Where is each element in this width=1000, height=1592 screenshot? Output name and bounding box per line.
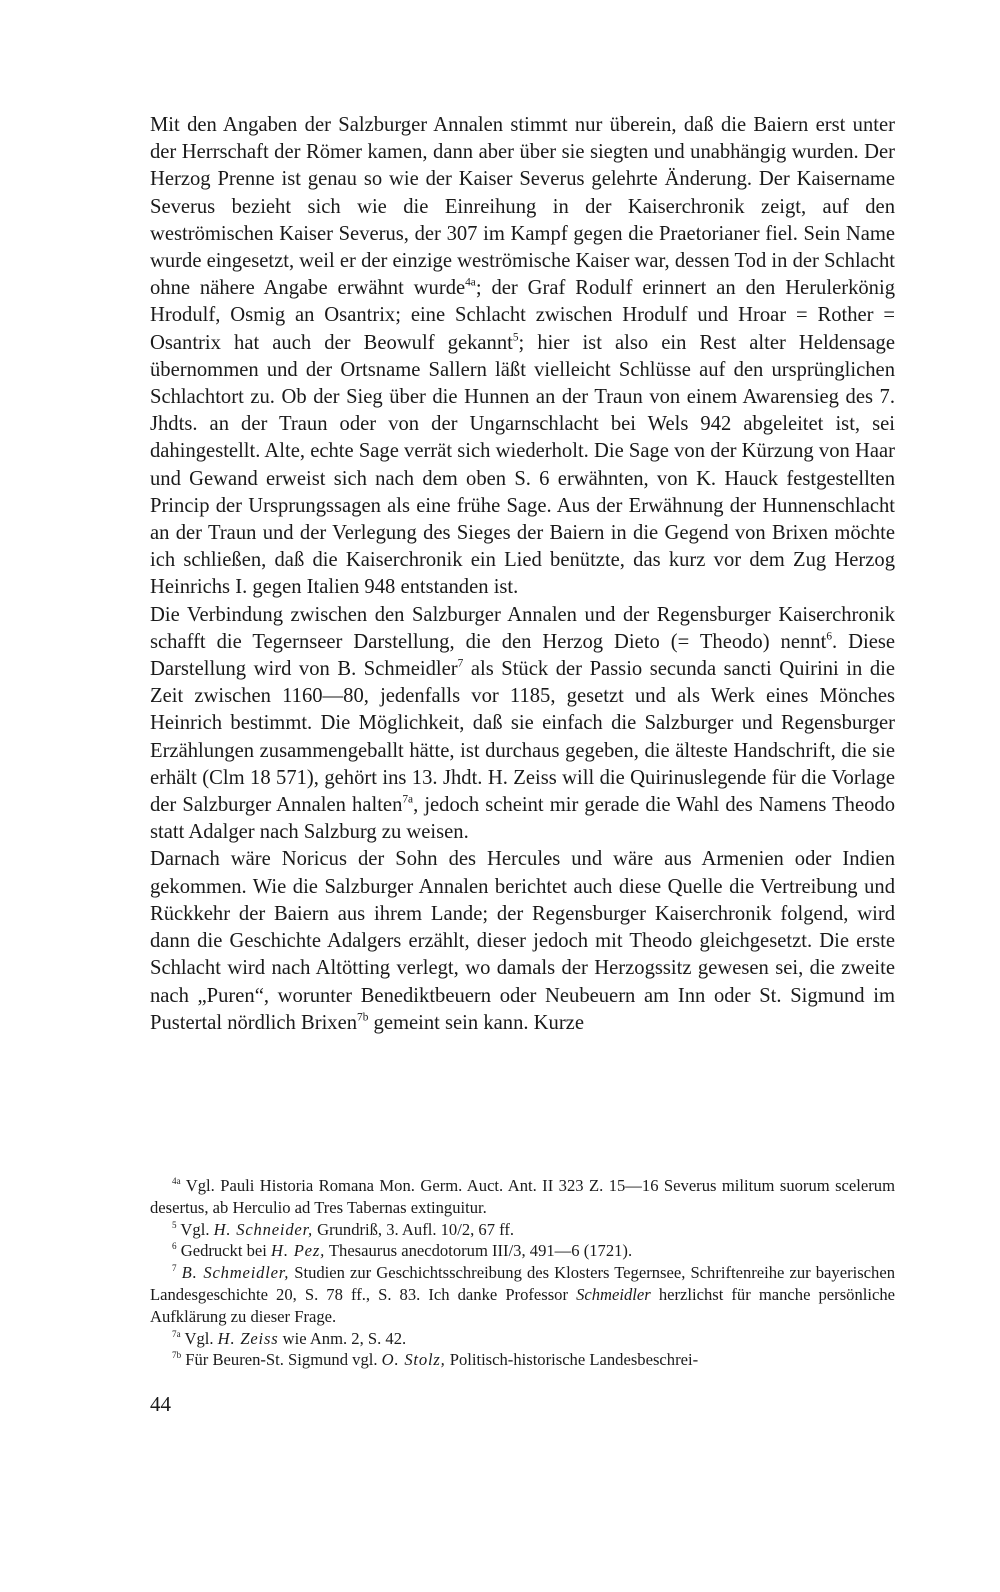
text-run: Darnach wäre Noricus der Sohn des Hercules und wäre aus Armenien oder Indien gekommen. Wie die Salzburger Annalen berichtet auch diese Quelle die Vertreibung und Rückkehr der Baiern aus ihrem Lande; der Regensburger Kaiserchronik folgend, wird dann die Geschichte Adalgers erzählt, dieser jedoch mit Theodo gleichgesetzt. Die erste Schlacht wird nach Altötting verlegt, wo damals der Herzogssitz gewesen sei, die zweite nach „Puren“, worunter Benediktbeuern oder Neubeuern am Inn oder St. Sigmund im Pustertal nördlich Brixen bbox=[150, 848, 895, 1034]
text-run: gemeint sein kann. Kurze bbox=[368, 1011, 584, 1034]
footnote-text: wie Anm. 2, S. 42. bbox=[278, 1328, 407, 1348]
paragraph-2 bbox=[150, 602, 895, 847]
footnote-mark: 7b bbox=[172, 1350, 182, 1361]
footnote-ref-7b[interactable]: 7b bbox=[357, 1011, 369, 1024]
footnote-ref-6[interactable]: 6 bbox=[826, 630, 832, 643]
footnote-author: H. Zeiss bbox=[217, 1328, 279, 1348]
footnote-4a bbox=[150, 1175, 895, 1219]
footnote-text: Vgl. bbox=[184, 1328, 218, 1348]
footnote-mark: 4a bbox=[172, 1176, 181, 1187]
main-text bbox=[150, 112, 895, 1037]
footnote-text: Thesaurus anecdotorum III/3, 491—6 (1721). bbox=[325, 1241, 633, 1261]
footnote-7a bbox=[150, 1328, 895, 1350]
footnote-author: B. Schmeidler, bbox=[181, 1263, 290, 1283]
footnote-7 bbox=[150, 1262, 895, 1327]
paragraph-1 bbox=[150, 112, 895, 602]
footnote-text: Vgl. Pauli Historia Romana Mon. Germ. Auct. Ant. II 323 Z. 15—16 Severus militum suorum scelerum desertus, ab Herculio ad Tres Tabernas extinguitur. bbox=[150, 1176, 895, 1217]
footnote-text: Für Beuren-St. Sigmund vgl. bbox=[185, 1350, 382, 1370]
footnote-mark: 5 bbox=[172, 1219, 177, 1230]
footnote-5 bbox=[150, 1219, 895, 1241]
text-run: als Stück der Passio secunda sancti Quirini in die Zeit zwischen 1160—80, jedenfalls vor 1185, gesetzt und als Werk eines Mönches Heinrich bestimmt. Die Möglichkeit, daß sie einfach die Salzburger und Regensburger Erzählungen zusammengeballt hätte, ist durchaus gegeben, die älteste Handschrift, die sie erhält (Clm 18 571), gehört ins 13. Jhdt. H. Zeiss will die Quirinuslegende für die Vorlage der Salzburger Annalen halten bbox=[150, 658, 895, 817]
footnote-text: herzlichst für manche persönliche Aufklärung zu dieser Frage. bbox=[150, 1284, 895, 1326]
footnote-ref-7[interactable]: 7 bbox=[457, 657, 464, 670]
footnote-text: Gedruckt bei bbox=[180, 1241, 272, 1261]
footnote-mark: 7 bbox=[172, 1263, 177, 1274]
footnote-text: Grundriß, 3. Aufl. 10/2, 67 ff. bbox=[312, 1219, 515, 1239]
text-run: Mit den Angaben der Salzburger Annalen stimmt nur überein, daß die Baiern erst unter der Herrschaft der Römer kamen, dann aber über sie siegten und unabhängig wurden. Der Herzog Prenne ist genau so wie der Kaiser Severus gelehrte Änderung. Der Kaisername Severus bezieht sich wie die Einreihung in der Kaiserchronik zeigt, auf den weströmischen Kaiser Severus, der 307 im Kampf gegen die Praetorianer fiel. Sein Name wurde eingesetzt, weil er der einzige weströmische Kaiser war, dessen Tod in der Schlacht ohne nähere Angabe erwähnt wurde bbox=[150, 114, 895, 300]
footnote-mark: 7a bbox=[172, 1328, 181, 1339]
footnote-text: Vgl. bbox=[180, 1219, 214, 1239]
text-run: . Diese Darstellung wird von B. Schmeidler bbox=[150, 630, 895, 681]
footnote-mark: 6 bbox=[172, 1241, 177, 1252]
paragraph-3 bbox=[150, 846, 895, 1036]
footnote-author: O. Stolz, bbox=[381, 1350, 446, 1370]
footnote-author: Schmeidler bbox=[576, 1284, 651, 1304]
footnote-ref-7a[interactable]: 7a bbox=[402, 793, 414, 806]
text-run: , jedoch scheint mir gerade die Wahl des Namens Theodo statt Adalger nach Salzburg zu weisen. bbox=[150, 794, 895, 844]
footnote-author: H. Pez, bbox=[271, 1241, 326, 1261]
text-run: ; hier ist also ein Rest alter Heldensage übernommen und der Ortsname Sallern läßt vielleicht Schlüsse auf den ursprünglichen Schlachtort zu. Ob der Sieg über die Hunnen an der Traun von einem Awarensieg des 7. Jhdts. an der Traun oder von der Ungarnschlacht bei Wels 942 abgeleitet ist, sei dahingestellt. Alte, echte Sage verrät sich wiederholt. Die Sage von der Kürzung von Haar und Gewand erweist sich nach dem oben S. 6 erwähnten, von K. Hauck festgestellten Princip der Ursprungssagen als eine frühe Sage. Aus der Erwähnung der Hunnenschlacht an der Traun und der Verlegung des Sieges der Baiern in die Gegend von Brixen möchte ich schließen, daß die Kaiserchronik ein Lied benützte, das kurz vor dem Zug Herzog Heinrichs I. gegen Italien 948 entstanden ist. bbox=[150, 331, 895, 599]
text-run: Die Verbindung zwischen den Salzburger Annalen und der Regensburger Kaiserchronik schafft die Tegernseer Darstellung, die den Herzog Dieto (= Theodo) nennt bbox=[150, 603, 895, 653]
text-run: ; der Graf Rodulf erinnert an den Herulerkönig Hrodulf, Osmig an Osantrix; eine Schlacht zwischen Hrodulf und Hroar = Rother = Osantrix hat auch der Beowulf gekannt bbox=[150, 277, 895, 354]
footnote-author: H. Schneider, bbox=[213, 1219, 313, 1239]
footnote-6 bbox=[150, 1240, 895, 1262]
footnote-7b bbox=[150, 1349, 895, 1371]
footnote-text: Studien zur Geschichtsschreibung des Klosters Tegernsee, Schriftenreihe zur bayerischen Landesgeschichte 20, S. 78 ff., S. 83. Ich danke Professor bbox=[150, 1263, 895, 1304]
footnote-ref-5[interactable]: 5 bbox=[512, 331, 519, 344]
page-number: 44 bbox=[150, 1392, 171, 1416]
footnote-text: Politisch-historische Landesbeschrei- bbox=[445, 1350, 699, 1370]
footnotes bbox=[150, 1175, 895, 1371]
footnote-ref-4a[interactable]: 4a bbox=[465, 276, 476, 289]
